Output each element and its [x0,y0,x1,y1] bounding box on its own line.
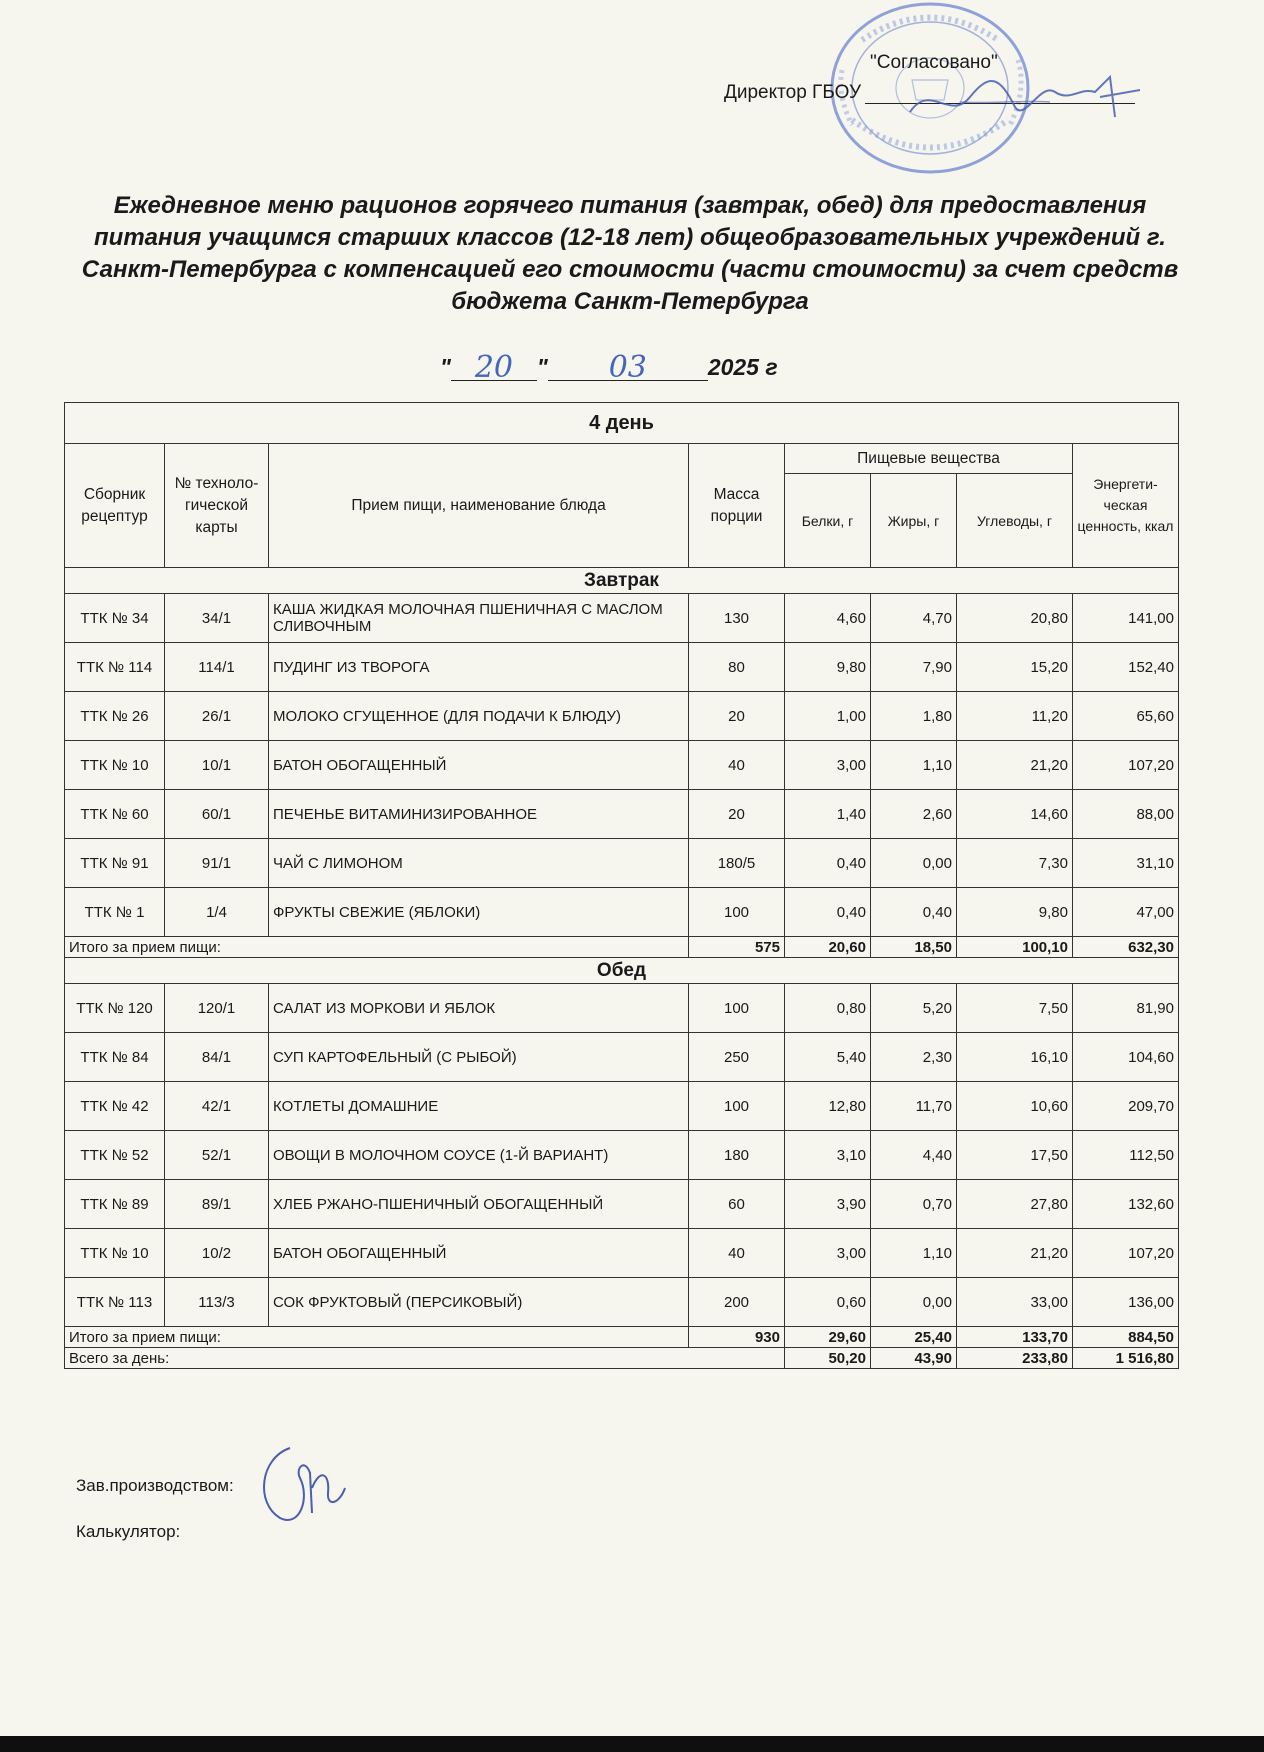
protein-cell: 0,40 [785,839,871,888]
day-total-carbs: 233,80 [957,1348,1073,1369]
meal-name-cell: ХЛЕБ РЖАНО-ПШЕНИЧНЫЙ ОБОГАЩЕННЫЙ [269,1180,689,1229]
energy-cell: 107,20 [1073,741,1179,790]
meal-name-cell: ФРУКТЫ СВЕЖИЕ (ЯБЛОКИ) [269,888,689,937]
protein-cell: 1,40 [785,790,871,839]
lunch-rows [65,984,1179,1327]
fat-cell: 0,00 [871,839,957,888]
carbs-cell: 7,30 [957,839,1073,888]
carbs-cell: 10,60 [957,1082,1073,1131]
table-row [65,1131,1179,1180]
portion-cell: 250 [689,1033,785,1082]
carbs-cell: 17,50 [957,1131,1073,1180]
col-header-carbs: Углеводы, г [957,474,1073,568]
total-carbs: 100,10 [957,937,1073,958]
tech-card-cell: 60/1 [165,790,269,839]
recipe-book-cell: ТТК № 34 [65,594,165,643]
recipe-book-cell: ТТК № 52 [65,1131,165,1180]
protein-cell: 9,80 [785,643,871,692]
carbs-cell: 21,20 [957,1229,1073,1278]
recipe-book-cell: ТТК № 60 [65,790,165,839]
portion-cell: 180 [689,1131,785,1180]
recipe-book-cell: ТТК № 84 [65,1033,165,1082]
meal-name-cell: ЧАЙ С ЛИМОНОМ [269,839,689,888]
col-header-fat: Жиры, г [871,474,957,568]
fat-cell: 0,00 [871,1278,957,1327]
date-month: 03 [608,350,647,385]
date-year: 2025 г [707,354,778,380]
carbs-cell: 11,20 [957,692,1073,741]
portion-cell: 200 [689,1278,785,1327]
meal-name-cell: ПУДИНГ ИЗ ТВОРОГА [269,643,689,692]
energy-cell: 81,90 [1073,984,1179,1033]
calculator-label: Калькулятор: [76,1522,181,1541]
recipe-book-cell: ТТК № 114 [65,643,165,692]
table-row [65,1033,1179,1082]
meal-name-cell: СУП КАРТОФЕЛЬНЫЙ (С РЫБОЙ) [269,1033,689,1082]
protein-cell: 4,60 [785,594,871,643]
carbs-cell: 33,00 [957,1278,1073,1327]
table-row [65,643,1179,692]
total-protein: 29,60 [785,1327,871,1348]
tech-card-cell: 1/4 [165,888,269,937]
carbs-cell: 21,20 [957,741,1073,790]
total-protein: 20,60 [785,937,871,958]
energy-cell: 141,00 [1073,594,1179,643]
carbs-cell: 14,60 [957,790,1073,839]
portion-cell: 20 [689,692,785,741]
tech-card-cell: 89/1 [165,1180,269,1229]
portion-cell: 40 [689,1229,785,1278]
fat-cell: 0,70 [871,1180,957,1229]
recipe-book-cell: ТТК № 1 [65,888,165,937]
carbs-cell: 7,50 [957,984,1073,1033]
table-row [65,839,1179,888]
carbs-cell: 20,80 [957,594,1073,643]
table-row [65,1180,1179,1229]
protein-cell: 12,80 [785,1082,871,1131]
document-date: " 20 " 03 2025 г [440,350,778,385]
day-total-row [65,1348,1179,1369]
fat-cell: 2,60 [871,790,957,839]
recipe-book-cell: ТТК № 10 [65,1229,165,1278]
portion-cell: 20 [689,790,785,839]
energy-cell: 47,00 [1073,888,1179,937]
energy-cell: 104,60 [1073,1033,1179,1082]
meal-name-cell: СОК ФРУКТОВЫЙ (ПЕРСИКОВЫЙ) [269,1278,689,1327]
meal-name-cell: КАША ЖИДКАЯ МОЛОЧНАЯ ПШЕНИЧНАЯ С МАСЛОМ СЛИВОЧНЫМ [269,594,689,643]
protein-cell: 1,00 [785,692,871,741]
manager-signature [250,1428,360,1538]
fat-cell: 11,70 [871,1082,957,1131]
date-day: 20 [474,350,513,385]
protein-cell: 0,60 [785,1278,871,1327]
fat-cell: 1,10 [871,741,957,790]
tech-card-cell: 91/1 [165,839,269,888]
recipe-book-cell: ТТК № 89 [65,1180,165,1229]
energy-cell: 152,40 [1073,643,1179,692]
col-header-recipe-book: Сборник рецептур [65,444,165,568]
energy-cell: 132,60 [1073,1180,1179,1229]
tech-card-cell: 34/1 [165,594,269,643]
table-row [65,790,1179,839]
total-carbs: 133,70 [957,1327,1073,1348]
production-head-label: Зав.производством: [76,1476,234,1495]
fat-cell: 4,40 [871,1131,957,1180]
carbs-cell: 27,80 [957,1180,1073,1229]
total-energy: 884,50 [1073,1327,1179,1348]
table-row [65,594,1179,643]
protein-cell: 3,00 [785,741,871,790]
protein-cell: 3,90 [785,1180,871,1229]
energy-cell: 112,50 [1073,1131,1179,1180]
portion-cell: 100 [689,1082,785,1131]
director-signature [900,62,1150,132]
protein-cell: 0,40 [785,888,871,937]
tech-card-cell: 114/1 [165,643,269,692]
meal-name-cell: САЛАТ ИЗ МОРКОВИ И ЯБЛОК [269,984,689,1033]
carbs-cell: 16,10 [957,1033,1073,1082]
document-title: Ежедневное меню рационов горячего питания (завтрак, обед) для предоставления питания учащимся старших классов (12-18 лет) общеобразовательных учреждений г. Санкт-Петербурга с компенсацией его стоимости (части стоимости) за счет средств бюджета Санкт-Петербурга [81,192,1179,315]
total-mass: 575 [689,937,785,958]
section-lunch: Обед [65,958,1179,984]
lunch-total-row [65,1327,1179,1348]
scan-edge-bar [0,1736,1264,1752]
meal-name-cell: БАТОН ОБОГАЩЕННЫЙ [269,741,689,790]
col-header-nutrients: Пищевые вещества [785,444,1073,474]
energy-cell: 136,00 [1073,1278,1179,1327]
recipe-book-cell: ТТК № 42 [65,1082,165,1131]
protein-cell: 0,80 [785,984,871,1033]
portion-cell: 100 [689,888,785,937]
breakfast-rows [65,594,1179,937]
fat-cell: 0,40 [871,888,957,937]
total-energy: 632,30 [1073,937,1179,958]
tech-card-cell: 52/1 [165,1131,269,1180]
tech-card-cell: 42/1 [165,1082,269,1131]
total-mass: 930 [689,1327,785,1348]
protein-cell: 3,10 [785,1131,871,1180]
day-total-label: Всего за день: [65,1348,785,1369]
total-label: Итого за прием пищи: [65,1327,689,1348]
portion-cell: 100 [689,984,785,1033]
carbs-cell: 9,80 [957,888,1073,937]
fat-cell: 1,10 [871,1229,957,1278]
menu-table [64,402,1179,1369]
protein-cell: 5,40 [785,1033,871,1082]
tech-card-cell: 10/1 [165,741,269,790]
col-header-protein: Белки, г [785,474,871,568]
portion-cell: 130 [689,594,785,643]
tech-card-cell: 113/3 [165,1278,269,1327]
table-row [65,984,1179,1033]
table-row [65,741,1179,790]
energy-cell: 107,20 [1073,1229,1179,1278]
table-row [65,1229,1179,1278]
meal-name-cell: ОВОЩИ В МОЛОЧНОМ СОУСЕ (1-Й ВАРИАНТ) [269,1131,689,1180]
fat-cell: 1,80 [871,692,957,741]
tech-card-cell: 10/2 [165,1229,269,1278]
portion-cell: 80 [689,643,785,692]
day-title: 4 день [65,403,1179,444]
energy-cell: 209,70 [1073,1082,1179,1131]
fat-cell: 4,70 [871,594,957,643]
energy-cell: 65,60 [1073,692,1179,741]
protein-cell: 3,00 [785,1229,871,1278]
energy-cell: 88,00 [1073,790,1179,839]
carbs-cell: 15,20 [957,643,1073,692]
total-label: Итого за прием пищи: [65,937,689,958]
portion-cell: 40 [689,741,785,790]
meal-name-cell: ПЕЧЕНЬЕ ВИТАМИНИЗИРОВАННОЕ [269,790,689,839]
portion-cell: 60 [689,1180,785,1229]
fat-cell: 5,20 [871,984,957,1033]
tech-card-cell: 26/1 [165,692,269,741]
tech-card-cell: 120/1 [165,984,269,1033]
total-fat: 18,50 [871,937,957,958]
breakfast-total-row [65,937,1179,958]
tech-card-cell: 84/1 [165,1033,269,1082]
recipe-book-cell: ТТК № 26 [65,692,165,741]
recipe-book-cell: ТТК № 10 [65,741,165,790]
director-label: Директор ГБОУ [724,82,862,103]
col-header-tech-card: № техноло-гической карты [165,444,269,568]
col-header-portion: Масса порции [689,444,785,568]
total-fat: 25,40 [871,1327,957,1348]
energy-cell: 31,10 [1073,839,1179,888]
table-row [65,692,1179,741]
approval-label: "Согласовано" [870,52,998,73]
recipe-book-cell: ТТК № 113 [65,1278,165,1327]
table-row [65,888,1179,937]
meal-name-cell: КОТЛЕТЫ ДОМАШНИЕ [269,1082,689,1131]
day-total-energy: 1 516,80 [1073,1348,1179,1369]
day-total-protein: 50,20 [785,1348,871,1369]
col-header-energy: Энергети-ческая ценность, ккал [1073,444,1179,568]
day-total-fat: 43,90 [871,1348,957,1369]
table-row [65,1278,1179,1327]
section-breakfast: Завтрак [65,568,1179,594]
recipe-book-cell: ТТК № 120 [65,984,165,1033]
fat-cell: 2,30 [871,1033,957,1082]
fat-cell: 7,90 [871,643,957,692]
meal-name-cell: БАТОН ОБОГАЩЕННЫЙ [269,1229,689,1278]
col-header-meal-name: Прием пищи, наименование блюда [269,444,689,568]
recipe-book-cell: ТТК № 91 [65,839,165,888]
table-row [65,1082,1179,1131]
meal-name-cell: МОЛОКО СГУЩЕННОЕ (ДЛЯ ПОДАЧИ К БЛЮДУ) [269,692,689,741]
portion-cell: 180/5 [689,839,785,888]
